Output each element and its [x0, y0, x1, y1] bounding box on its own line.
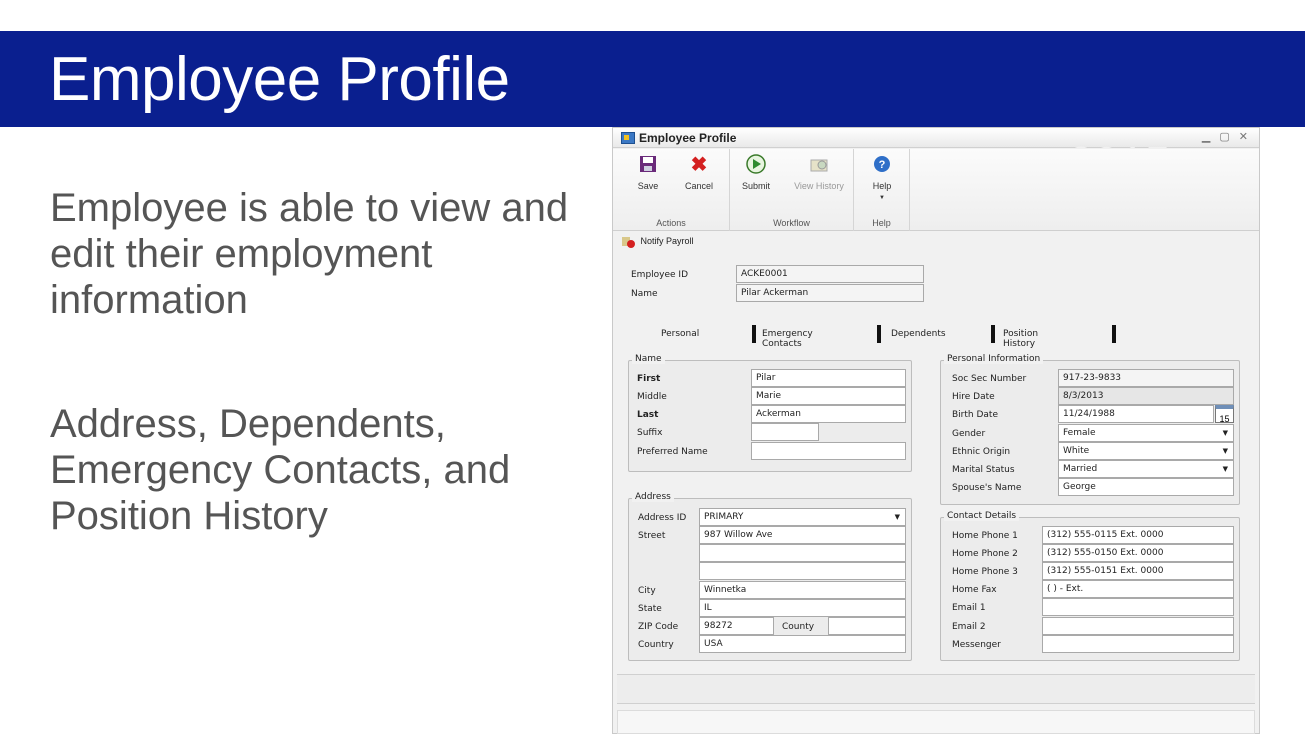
submit-button[interactable] [733, 155, 779, 191]
cancel-icon: ✖ [690, 153, 708, 176]
contact-details-title: Contact Details [944, 511, 1019, 521]
notify-payroll-link[interactable] [621, 234, 694, 248]
email-1-label: Email 1 [952, 603, 986, 613]
birth-date-label: Birth Date [952, 410, 998, 420]
personal-information-group [940, 354, 1240, 505]
tab-divider [991, 325, 995, 343]
chevron-down-icon[interactable]: ▼ [879, 195, 885, 201]
email-2-field[interactable] [1042, 617, 1234, 635]
ssn-label: Soc Sec Number [952, 374, 1027, 384]
employee-profile-window [612, 127, 1260, 734]
address-group-title: Address [632, 492, 674, 502]
help-button[interactable] [859, 155, 905, 201]
tab-divider [752, 325, 756, 343]
messenger-label: Messenger [952, 640, 1001, 650]
slide-title: Employee Profile [49, 45, 510, 114]
tab-divider [877, 325, 881, 343]
address-group [628, 492, 912, 661]
home-fax-field[interactable]: ( ) - Ext. [1042, 580, 1234, 598]
hire-date-field[interactable]: 8/3/2013 [1058, 387, 1234, 405]
home-fax-label: Home Fax [952, 585, 997, 595]
city-field[interactable]: Winnetka [699, 581, 906, 599]
view-history-label: View History [794, 181, 844, 191]
hire-date-label: Hire Date [952, 392, 995, 402]
street-field-1[interactable]: 987 Willow Ave [699, 526, 906, 544]
ribbon-group-actions [613, 149, 730, 231]
home-phone-1-field[interactable]: (312) 555-0115 Ext. 0000 [1042, 526, 1234, 544]
tab-position-history[interactable]: Position History [1003, 329, 1039, 349]
cancel-label: Cancel [684, 181, 713, 191]
address-id-select[interactable]: PRIMARY ▼ [699, 508, 906, 526]
birth-date-field[interactable]: 11/24/1988 [1058, 405, 1214, 423]
tab-dependents[interactable]: Dependents [891, 329, 946, 339]
messenger-field[interactable] [1042, 635, 1234, 653]
home-phone-2-label: Home Phone 2 [952, 549, 1018, 559]
notify-icon [621, 234, 635, 248]
submit-label: Submit [741, 181, 770, 191]
history-icon [809, 155, 829, 173]
window-app-icon [621, 132, 635, 144]
first-name-field[interactable]: Pilar [751, 369, 906, 387]
marital-status-label: Marital Status [952, 465, 1015, 475]
last-name-label: Last [637, 410, 659, 420]
county-field[interactable] [828, 617, 906, 635]
cancel-button[interactable] [676, 155, 722, 191]
bullet-text-2: Address, Dependents, Emergency Contacts, and Position History [50, 402, 511, 538]
preferred-name-field[interactable] [751, 442, 906, 460]
country-label: Country [638, 640, 674, 650]
help-icon [872, 155, 892, 173]
home-phone-2-field[interactable]: (312) 555-0150 Ext. 0000 [1042, 544, 1234, 562]
email-2-label: Email 2 [952, 622, 986, 632]
play-icon [746, 155, 766, 173]
address-id-label: Address ID [638, 513, 687, 523]
bottom-pane [617, 710, 1255, 734]
name-label: Name [631, 289, 658, 299]
state-field[interactable]: IL [699, 599, 906, 617]
gender-label: Gender [952, 429, 986, 439]
group-label-workflow: Workflow [773, 218, 810, 228]
help-label: Help [872, 181, 892, 191]
gender-select[interactable]: Female ▼ [1058, 424, 1234, 442]
ethnic-origin-label: Ethnic Origin [952, 447, 1011, 457]
first-name-label: First [637, 374, 661, 384]
view-history-button[interactable] [786, 155, 852, 191]
bullet-text-1: Employee is able to view and edit their employment information [50, 186, 569, 322]
svg-text:?: ? [878, 159, 886, 171]
window-title: Employee Profile [639, 131, 737, 145]
spouse-name-field[interactable]: George [1058, 478, 1234, 496]
last-name-field[interactable]: Ackerman [751, 405, 906, 423]
save-button[interactable] [625, 155, 671, 191]
employee-id-label: Employee ID [631, 270, 689, 280]
calendar-icon[interactable]: 15 [1215, 405, 1234, 423]
ribbon-group-help [854, 149, 910, 231]
ribbon-group-workflow [730, 149, 854, 231]
city-label: City [638, 586, 656, 596]
tab-emergency-contacts[interactable]: Emergency Contacts [762, 329, 813, 349]
window-footer-bar [617, 674, 1255, 704]
suffix-field[interactable] [751, 423, 819, 441]
tab-divider [1112, 325, 1116, 343]
marital-status-select[interactable]: Married ▼ [1058, 460, 1234, 478]
email-1-field[interactable] [1042, 598, 1234, 616]
spouse-name-label: Spouse's Name [952, 483, 1022, 493]
street-label: Street [638, 531, 666, 541]
home-phone-3-label: Home Phone 3 [952, 567, 1018, 577]
preferred-name-label: Preferred Name [637, 447, 708, 457]
name-group-title: Name [632, 354, 665, 364]
zip-code-label: ZIP Code [638, 622, 679, 632]
contact-details-group [940, 511, 1240, 661]
middle-name-field[interactable]: Marie [751, 387, 906, 405]
street-field-3[interactable] [699, 562, 906, 580]
name-field[interactable]: Pilar Ackerman [736, 284, 924, 302]
window-controls[interactable]: ▁ ▢ ✕ [1201, 131, 1251, 143]
group-label-actions: Actions [656, 218, 686, 228]
state-label: State [638, 604, 662, 614]
save-icon [638, 155, 658, 173]
middle-name-label: Middle [637, 392, 667, 402]
suffix-label: Suffix [637, 428, 663, 438]
ribbon-toolbar [613, 149, 1259, 231]
country-field[interactable]: USA [699, 635, 906, 653]
save-label: Save [637, 181, 659, 191]
home-phone-3-field[interactable]: (312) 555-0151 Ext. 0000 [1042, 562, 1234, 580]
employee-id-field[interactable]: ACKE0001 [736, 265, 924, 283]
ssn-field[interactable]: 917-23-9833 [1058, 369, 1234, 387]
tab-personal[interactable]: Personal [661, 329, 700, 339]
home-phone-1-label: Home Phone 1 [952, 531, 1018, 541]
ethnic-origin-select[interactable]: White ▼ [1058, 442, 1234, 460]
notify-payroll-label: Notify Payroll [640, 236, 694, 246]
street-field-2[interactable] [699, 544, 906, 562]
group-label-help: Help [872, 218, 891, 228]
zip-code-field[interactable]: 98272 [699, 617, 774, 635]
personal-information-title: Personal Information [944, 354, 1043, 364]
county-label: County [782, 622, 815, 632]
name-group [628, 354, 912, 472]
